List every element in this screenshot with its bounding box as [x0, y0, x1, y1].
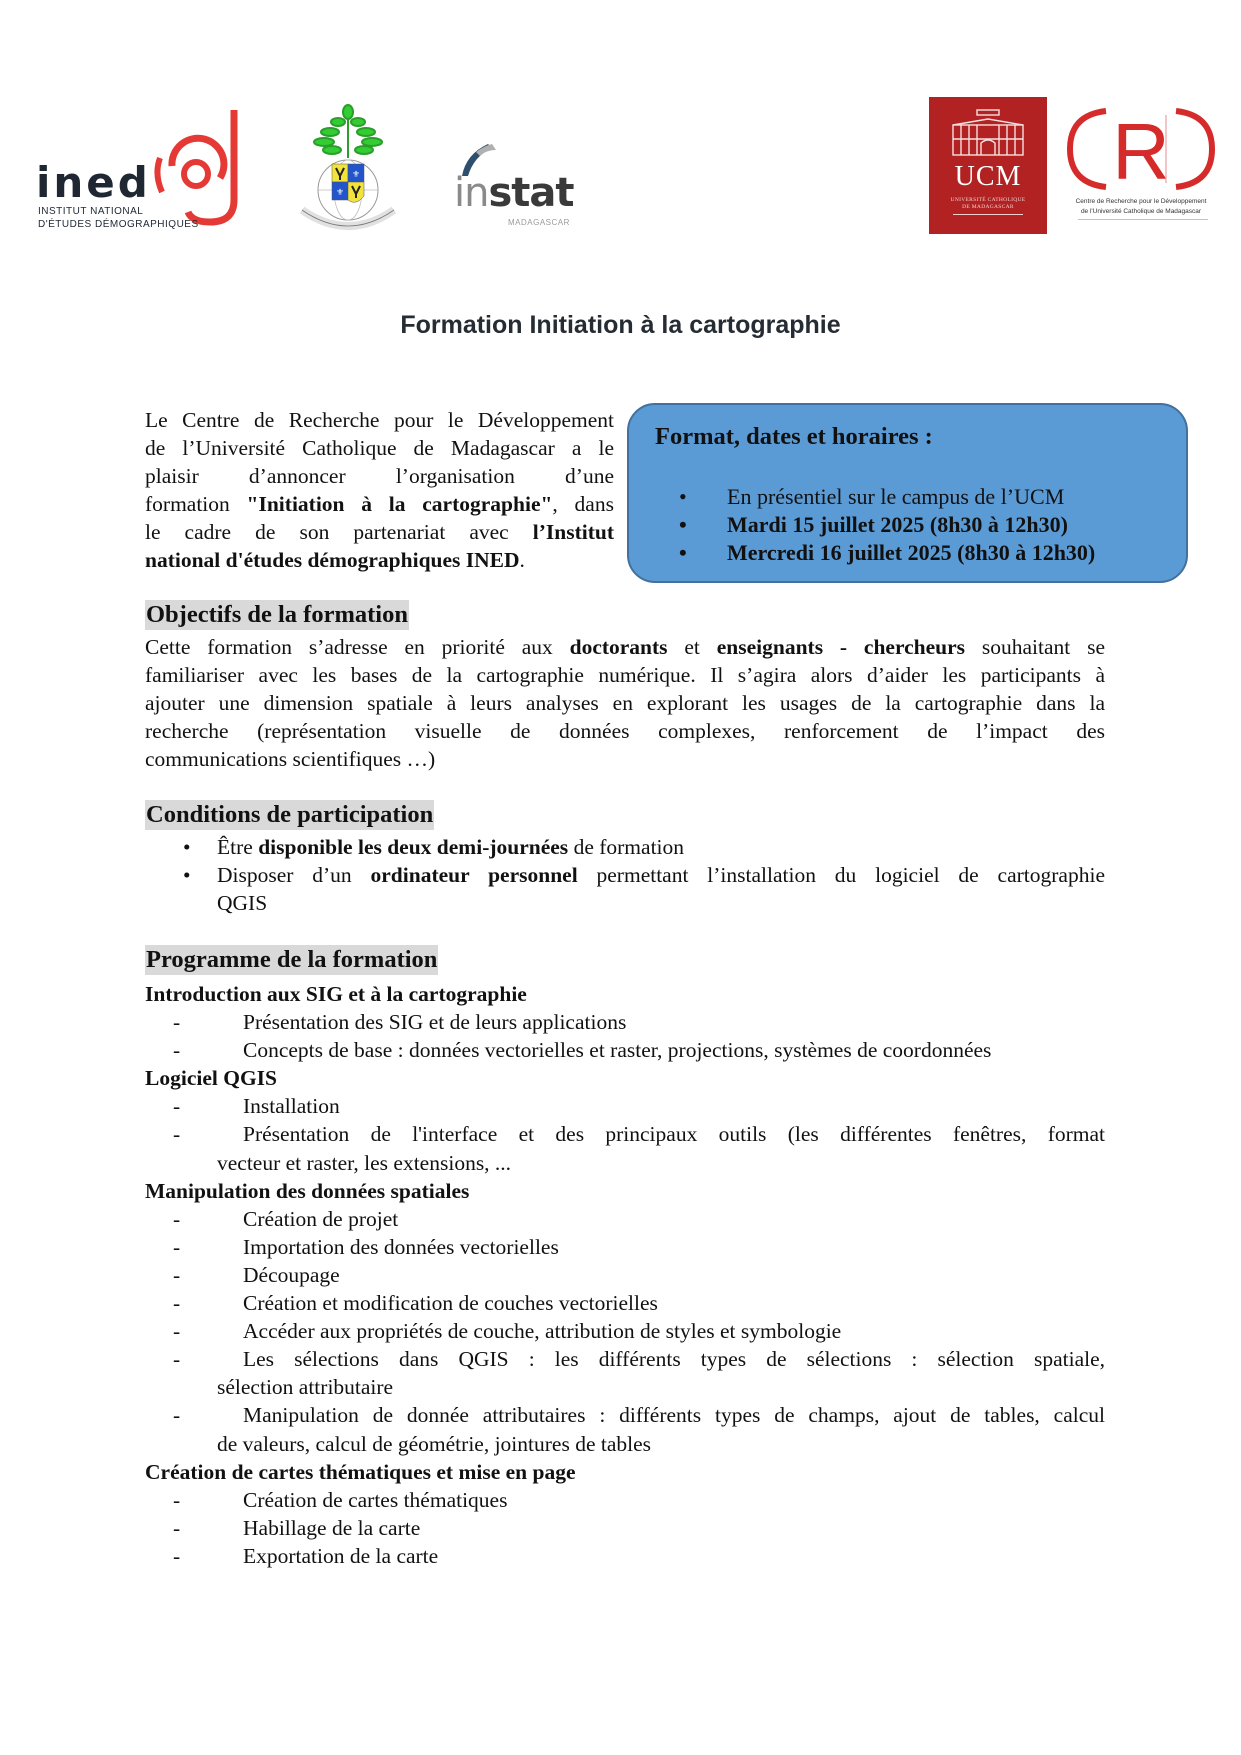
coat-of-arms-icon [288, 102, 408, 237]
ucm-logo [929, 97, 1047, 234]
ucm-divider [953, 214, 1023, 215]
ined-logo-line2: D'ÉTUDES DÉMOGRAPHIQUES [38, 219, 199, 230]
svg-text:⚜: ⚜ [335, 188, 345, 198]
ined-logo [34, 108, 244, 233]
module-item [145, 1317, 1105, 1345]
bold-text: enseignants - chercheurs [716, 635, 966, 659]
text-run: recherche (représentation visuelle de données complexes, renforcement de l’impact des [145, 719, 1105, 743]
instat-wordmark-thin: in [454, 170, 489, 216]
intro-paragraph [145, 406, 614, 574]
dash-bullet-icon: - [173, 1234, 181, 1259]
module-item-text: Création de projet [243, 1206, 399, 1231]
text-line [145, 546, 614, 574]
module-item-text: Installation [243, 1094, 340, 1119]
document-title: Formation Initiation à la cartographie [400, 311, 841, 339]
text-run: souhaitant se [965, 635, 1105, 659]
bold-text: l’Institut [532, 520, 614, 544]
format-dates-item-text: En présentiel sur le campus de l’UCM [727, 484, 1065, 509]
text-run: plaisir d’annoncer l’organisation d’une [145, 464, 614, 488]
text-line [217, 889, 1105, 917]
module-item-text: Habillage de la carte [243, 1515, 421, 1540]
instat-logo [452, 142, 572, 227]
module-item [145, 1092, 1105, 1120]
dash-bullet-icon: - [173, 1038, 181, 1063]
format-dates-item [679, 511, 1095, 539]
format-dates-list [679, 483, 1095, 567]
crd-divider [1078, 219, 1208, 220]
dash-bullet-icon: - [173, 1319, 181, 1344]
module-item-text: Importation des données vectorielles [243, 1234, 559, 1259]
bold-text: "Initiation à la cartographie" [246, 492, 553, 516]
ucm-line1: UNIVERSITÉ CATHOLIQUE [950, 197, 1026, 203]
dash-bullet-icon: - [173, 1347, 181, 1372]
module-item [145, 1486, 1105, 1514]
module-item-text: Exportation de la carte [243, 1543, 439, 1568]
crd-line1: Centre de Recherche pour le Développement [1075, 198, 1207, 205]
text-run: communications scientifiques …) [145, 747, 436, 771]
module-item-text: de valeurs, calcul de géométrie, jointures de tables [217, 1431, 652, 1456]
svg-text:⚜: ⚜ [351, 170, 361, 180]
crd-mark-icon [1066, 105, 1216, 195]
bullet-icon: • [679, 484, 687, 509]
module-item-text: Manipulation de donnée attributaires : différents types de champs, ajout de tables, calcul [243, 1403, 1105, 1428]
ucm-line2: DE MADAGASCAR [962, 204, 1014, 210]
module-item [145, 1289, 1105, 1317]
module-item-text: Accéder aux propriétés de couche, attribution de styles et symbologie [243, 1319, 842, 1344]
text-run: de formation [568, 835, 685, 859]
dash-bullet-icon: - [173, 1206, 181, 1231]
module-item-text: vecteur et raster, les extensions, ... [217, 1150, 512, 1175]
text-run: Le Centre de Recherche pour le Développement [145, 408, 614, 432]
text-line [145, 434, 614, 462]
module-item [145, 1345, 1105, 1401]
ucm-wordmark: UCM [954, 161, 1022, 192]
module-title: Manipulation des données spatiales [145, 1178, 470, 1203]
text-line [145, 462, 614, 490]
section-heading-programme: Programme de la formation [146, 946, 438, 973]
module-item-text: Présentation de l'interface et des principaux outils (les différentes fenêtres, format [243, 1122, 1105, 1147]
conditions-list [145, 833, 1105, 917]
dash-bullet-icon: - [173, 1262, 181, 1287]
module-item-text: Découpage [243, 1262, 340, 1287]
dash-bullet-icon: - [173, 1487, 181, 1512]
module-item [145, 1233, 1105, 1261]
dash-bullet-icon: - [173, 1543, 181, 1568]
module-item [145, 1036, 1105, 1064]
svg-text:R: R [1112, 107, 1170, 195]
text-run: , dans [552, 492, 614, 516]
text-line [145, 490, 614, 518]
text-run: Cette formation s’adresse en priorité aux [145, 635, 570, 659]
text-run: formation [145, 492, 247, 516]
bold-text: national d'études démographiques INED [145, 548, 520, 572]
module-title: Création de cartes thématiques et mise en page [145, 1459, 576, 1484]
dash-bullet-icon: - [173, 1010, 181, 1035]
instat-wordmark [454, 170, 574, 216]
module-item [145, 1514, 1105, 1542]
text-run: QGIS [217, 891, 268, 915]
condition-item [145, 861, 1105, 917]
module-item-text: Présentation des SIG et de leurs applications [243, 1010, 627, 1035]
text-line [217, 861, 1105, 889]
text-run: ajouter une dimension spatiale à leurs analyses en explorant les usages de la cartographie dans la [145, 691, 1105, 715]
ined-logo-wordmark: ined [36, 158, 151, 207]
text-line [145, 633, 1105, 661]
dash-bullet-icon: - [173, 1291, 181, 1316]
section-heading-conditions: Conditions de participation [146, 801, 434, 828]
ucm-building-icon [951, 109, 1025, 159]
bullet-icon: • [183, 835, 191, 859]
text-line [145, 518, 614, 546]
module-item [145, 1205, 1105, 1233]
ined-spiral-icon [152, 108, 244, 226]
dash-bullet-icon: - [173, 1403, 181, 1428]
dash-bullet-icon: - [173, 1122, 181, 1147]
format-dates-box [627, 403, 1188, 583]
text-line [145, 745, 1105, 773]
crest-logo [288, 102, 408, 237]
text-run: Être [217, 835, 259, 859]
text-run: . [519, 548, 525, 572]
module-item-text: Les sélections dans QGIS : les différents types de sélections : sélection spatiale, [243, 1347, 1105, 1372]
module-item-text: Concepts de base : données vectorielles et raster, projections, systèmes de coordonnées [243, 1038, 992, 1063]
module-item-text: Création de cartes thématiques [243, 1487, 508, 1512]
bold-text: disponible les deux demi-journées [258, 835, 569, 859]
programme-list [145, 980, 1105, 1570]
module-item-text: Création et modification de couches vectorielles [243, 1291, 658, 1316]
text-run: familiariser avec les bases de la cartographie numérique. Il s’agira alors d’aider les participants à [145, 663, 1105, 687]
module-item [145, 1008, 1105, 1036]
format-dates-item-text: Mardi 15 juillet 2025 (8h30 à 12h30) [727, 512, 1068, 537]
bullet-icon: • [679, 512, 687, 537]
objectifs-paragraph [145, 633, 1105, 773]
dash-bullet-icon: - [173, 1094, 181, 1119]
format-dates-item [679, 483, 1095, 511]
bullet-icon: • [183, 863, 191, 887]
text-run: Disposer d’un [217, 863, 371, 887]
text-run: le cadre de son partenariat avec [145, 520, 533, 544]
instat-subtitle: MADAGASCAR [508, 218, 570, 227]
dash-bullet-icon: - [173, 1515, 181, 1540]
format-dates-title: Format, dates et horaires : [655, 423, 933, 450]
text-line [145, 717, 1105, 745]
format-dates-item-text: Mercredi 16 juillet 2025 (8h30 à 12h30) [727, 540, 1096, 565]
text-run: de l’Université Catholique de Madagascar a le [145, 436, 614, 460]
module-item [145, 1261, 1105, 1289]
instat-wordmark-bold: stat [488, 170, 574, 216]
text-line [145, 406, 614, 434]
text-line [217, 833, 1105, 861]
bold-text: ordinateur personnel [370, 863, 578, 887]
section-heading-objectifs: Objectifs de la formation [146, 601, 408, 628]
module-item [145, 1401, 1105, 1457]
crd-logo [1066, 105, 1216, 230]
text-run: et [667, 635, 717, 659]
crd-line2: de l'Université Catholique de Madagascar [1080, 208, 1202, 215]
format-dates-item [679, 539, 1095, 567]
module-item [145, 1542, 1105, 1570]
condition-item [145, 833, 1105, 861]
module-title: Logiciel QGIS [145, 1066, 277, 1091]
ined-logo-line1: INSTITUT NATIONAL [38, 206, 144, 217]
bullet-icon: • [679, 540, 687, 565]
module-title: Introduction aux SIG et à la cartographie [145, 982, 527, 1006]
bold-text: doctorants [569, 635, 668, 659]
text-line [145, 661, 1105, 689]
text-run: permettant l’installation du logiciel de cartographie [577, 863, 1105, 887]
module-item [145, 1120, 1105, 1176]
text-line [145, 689, 1105, 717]
module-item-text: sélection attributaire [217, 1375, 394, 1400]
